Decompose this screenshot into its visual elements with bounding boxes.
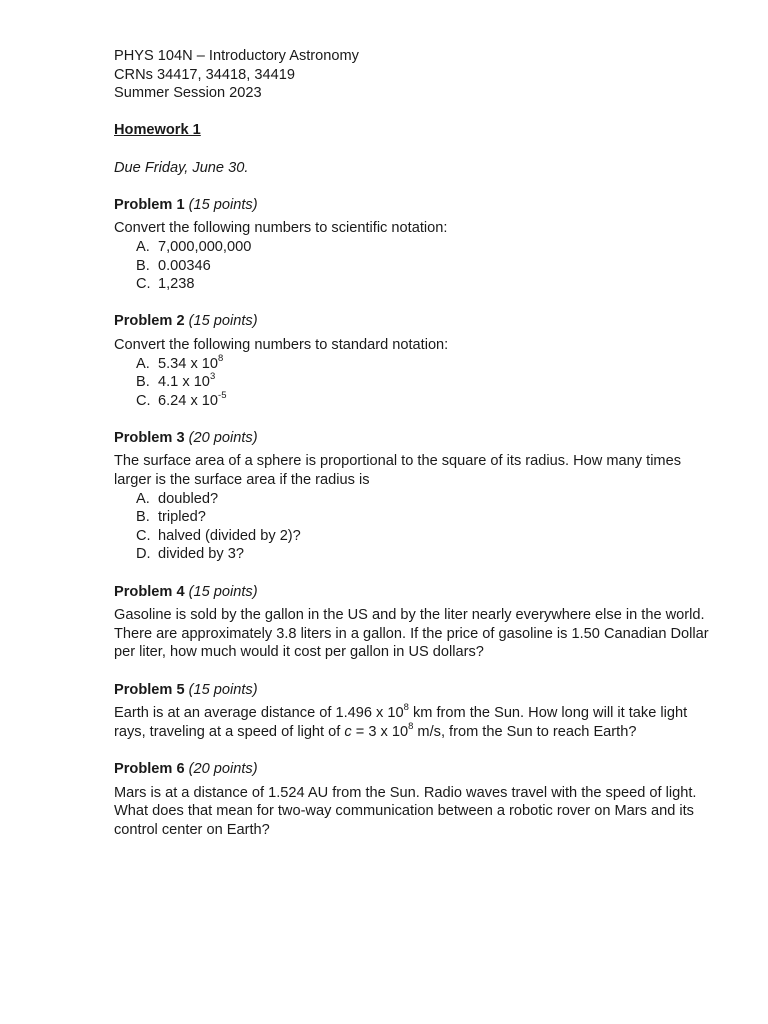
item-label: C.	[136, 392, 151, 409]
item-label: D.	[136, 546, 151, 563]
item-text: 7,000,000,000	[158, 238, 252, 255]
item-label: B.	[136, 257, 150, 274]
session-label: Summer Session 2023	[114, 85, 262, 102]
list-item	[136, 352, 714, 374]
problem-items	[114, 490, 714, 564]
problem-title: Problem 1	[114, 196, 185, 213]
item-label: C.	[136, 276, 151, 293]
item-text: doubled?	[158, 490, 219, 507]
problem-4	[114, 583, 714, 662]
item-text: divided by 3?	[158, 546, 245, 563]
list-item	[136, 545, 714, 564]
problem-points: (15 points)	[188, 681, 258, 698]
item-label: C.	[136, 527, 151, 544]
list-item	[136, 257, 714, 276]
problem-6	[114, 760, 714, 839]
item-text: halved (divided by 2)?	[158, 527, 301, 544]
problem-1	[114, 196, 714, 294]
list-item	[136, 373, 714, 392]
problem-points: (15 points)	[188, 196, 258, 213]
document-content	[114, 47, 714, 839]
item-text: 5.34 x $10^8$	[158, 352, 224, 372]
exponent: 8	[408, 720, 414, 732]
problem-2	[114, 312, 714, 410]
list-item	[136, 389, 714, 411]
problem-title: Problem 3	[114, 429, 185, 446]
list-item	[136, 490, 714, 509]
problem-text: The surface area of a sphere is proportional to the square of its radius. How many times larger is the surface area if the radius is	[114, 453, 682, 489]
item-label: B.	[136, 374, 150, 391]
speed-of-light-symbol: c	[344, 723, 352, 740]
item-label: A.	[136, 490, 150, 507]
problem-title: Problem 4	[114, 583, 185, 600]
problem-points: (20 points)	[188, 760, 258, 777]
exponent: -5	[218, 389, 227, 401]
exponent: 3	[209, 371, 216, 383]
item-text: 4.1 x $10^3$	[158, 371, 216, 391]
problem-items	[114, 352, 714, 411]
problem-title: Problem 2	[114, 313, 185, 330]
list-item	[136, 275, 714, 294]
exponent: 8	[218, 352, 224, 364]
homework-title: Homework 1	[114, 122, 201, 139]
problem-text: Mars is at a distance of 1.524 AU from the Sun. Radio waves travel with the speed of light. What does that mean for two-way communication between a robotic rover on Mars and its control center on Earth?	[114, 784, 697, 838]
problem-3	[114, 429, 714, 564]
item-text: 6.24 x $10^{-5}$	[158, 389, 227, 409]
item-label: B.	[136, 509, 150, 526]
item-text: 1,238	[158, 276, 195, 293]
item-text: tripled?	[158, 509, 206, 526]
problem-title: Problem 6	[114, 760, 185, 777]
problem-text: Convert the following numbers to standard notation:	[114, 336, 449, 353]
problem-text: Convert the following numbers to scientific notation:	[114, 220, 448, 237]
due-date: Due Friday, June 30.	[114, 159, 249, 176]
problem-points: (15 points)	[188, 583, 258, 600]
list-item	[136, 527, 714, 546]
crn-list: CRNs 34417, 34418, 34419	[114, 66, 295, 83]
problem-text: Earth is at an average distance of 1.496 x $10^8$ km from the Sun. How long will it take light rays, traveling at a speed of light of c = 3 x $10^8$ m/s, from the Sun to reach Earth?	[114, 702, 688, 740]
list-item	[136, 508, 714, 527]
problem-title: Problem 5	[114, 681, 185, 698]
problem-text: Gasoline is sold by the gallon in the US and by the liter nearly everywhere else in the world. There are approximately 3.8 liters in a gallon. If the price of gasoline is 1.50 Canadian Dollar per liter, how much would it cost per gallon in US dollars?	[114, 607, 709, 661]
problem-points: (15 points)	[188, 313, 258, 330]
item-label: A.	[136, 238, 150, 255]
problem-points: (20 points)	[188, 429, 258, 446]
item-text: 0.00346	[158, 257, 211, 274]
course-title: PHYS 104N – Introductory Astronomy	[114, 48, 359, 64]
course-header	[114, 47, 714, 103]
exponent: 8	[403, 702, 409, 714]
list-item	[136, 238, 714, 257]
item-label: A.	[136, 355, 150, 372]
problem-5	[114, 681, 714, 742]
problem-items	[114, 238, 714, 294]
